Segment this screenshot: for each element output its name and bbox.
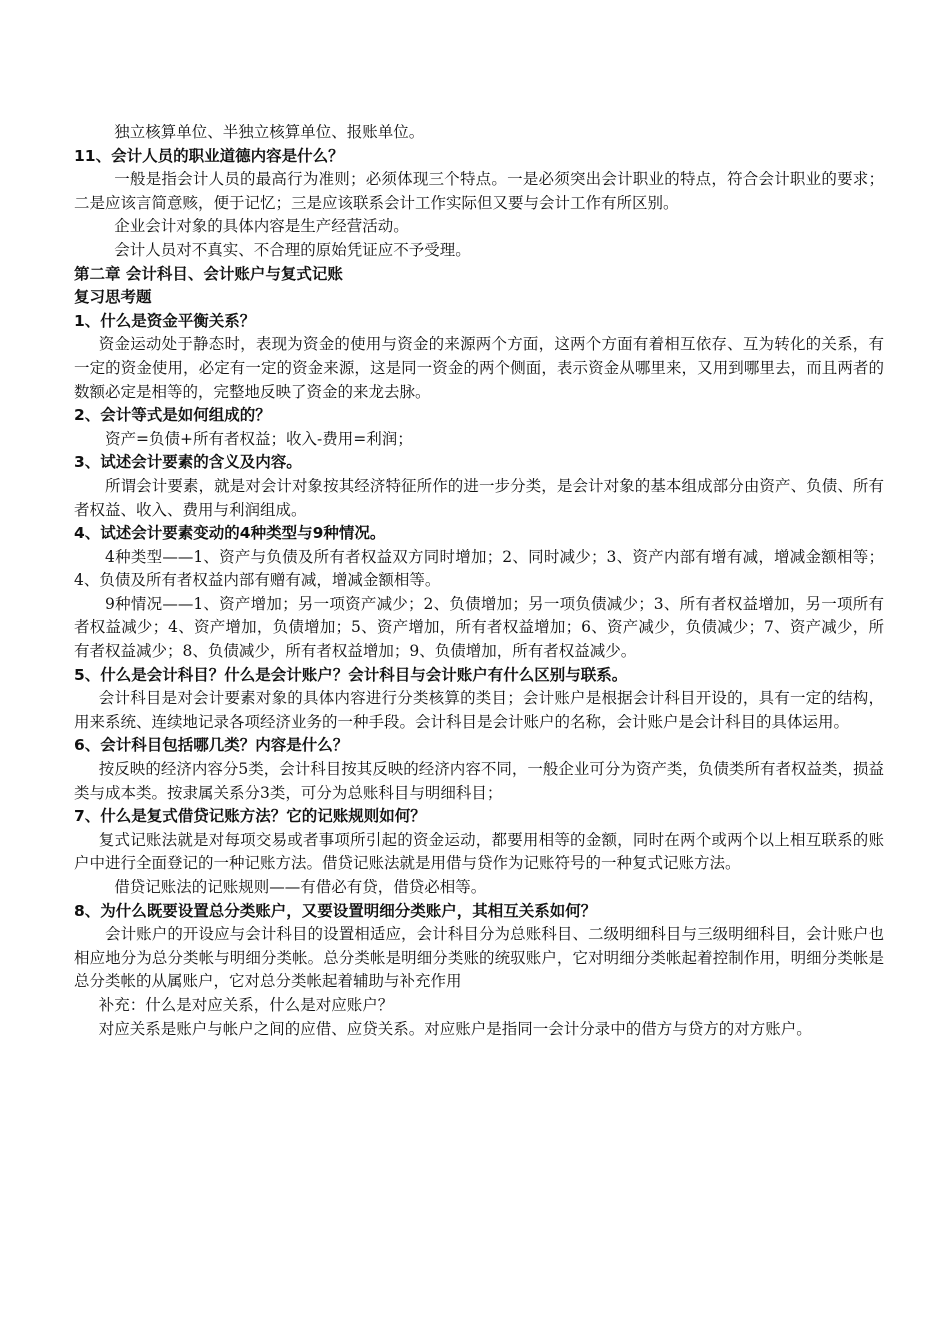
question-heading: 8、为什么既要设置总分类账户，又要设置明细分类账户，其相互关系如何？ bbox=[74, 901, 597, 920]
body-paragraph: 企业会计对象的具体内容是生产经营活动。 bbox=[114, 217, 409, 236]
question-heading: 2、会计等式是如何组成的？ bbox=[74, 406, 271, 425]
body-paragraph: 借贷记账法的记账规则——有借必有贷，借贷必相等。 bbox=[114, 878, 487, 896]
body-paragraph: 复式记账法就是对每项交易或者事项所引起的资金运动，都要用相等的金额，同时在两个或两个以上相互联系的账户中进行全面登记的一种记账方法。借贷记账法就是用借与贷作为记账符号的一种复式记账方法。 bbox=[74, 830, 884, 873]
section-title: 复习思考题 bbox=[74, 288, 152, 307]
body-paragraph: 所谓会计要素，就是对会计对象按其经济特征所作的进一步分类，是会计对象的基本组成部分由资产、负债、所有者权益、收入、费用与利润组成。 bbox=[74, 476, 884, 519]
body-paragraph: 9种情况——1、资产增加；另一项资产减少；2、负债增加；另一项负债减少；3、所有者权益增加，另一项所有者权益减少；4、资产增加，负债增加；5、资产增加，所有者权益增加；6、资产减少，负债减少；7、资产减少，所有者权益减少；8、负债减少，所有者权益增加；9、负债增加，所有者权益减少。 bbox=[74, 594, 884, 661]
body-paragraph: 资产=负债+所有者权益；收入-费用=利润； bbox=[105, 429, 413, 448]
body-paragraph: 对应关系是账户与帐户之间的应借、应贷关系。对应账户是指同一会计分录中的借方与贷方的对方账户。 bbox=[98, 1019, 812, 1038]
question-heading: 7、什么是复式借贷记账方法？它的记账规则如何？ bbox=[74, 807, 426, 826]
question-heading: 5、什么是会计科目？什么是会计账户？会计科目与会计账户有什么区别与联系。 bbox=[74, 665, 628, 684]
question-heading: 11、会计人员的职业道德内容是什么？ bbox=[74, 146, 344, 165]
body-paragraph: 补充：什么是对应关系，什么是对应账户？ bbox=[98, 995, 394, 1014]
body-paragraph: 会计科目是对会计要素对象的具体内容进行分类核算的类目；会计账户是根据会计科目开设的，具有一定的结构，用来系统、连续地记录各项经济业务的一种手段。会计科目是会计账户的名称，会计账户是会计科目的具体运用。 bbox=[74, 689, 884, 731]
question-heading: 6、会计科目包括哪几类？内容是什么？ bbox=[74, 736, 349, 755]
chapter-title: 第二章 会计科目、会计账户与复式记账 bbox=[74, 264, 343, 283]
body-paragraph: 会计账户的开设应与会计科目的设置相适应，会计科目分为总账科目、二级明细科目与三级明细科目，会计账户也相应地分为总分类帐与明细分类帐。总分类帐是明细分类账的统驭账户，它对明细分类帐起着控制作用，明细分类帐是总分类帐的从属账户，它对总分类帐起着辅助与补充作用 bbox=[74, 925, 884, 991]
body-paragraph: 4种类型——1、资产与负债及所有者权益双方同时增加；2、同时减少；3、资产内部有增有减，增减金额相等；4、负债及所有者权益内部有赠有减，增减金额相等。 bbox=[74, 547, 884, 590]
question-heading: 1、什么是资金平衡关系？ bbox=[74, 311, 256, 330]
body-paragraph: 会计人员对不真实、不合理的原始凭证应不予受理。 bbox=[114, 240, 471, 259]
question-heading: 4、试述会计要素变动的4种类型与9种情况。 bbox=[74, 524, 386, 543]
body-paragraph: 资金运动处于静态时，表现为资金的使用与资金的来源两个方面，这两个方面有着相互依存、互为转化的关系，有一定的资金使用，必定有一定的资金来源，这是同一资金的两个侧面，表示资金从哪里来，又用到哪里去，而且两者的数额必定是相等的，完整地反映了资金的来龙去脉。 bbox=[74, 335, 884, 401]
question-heading: 3、试述会计要素的含义及内容。 bbox=[74, 453, 302, 472]
body-paragraph: 独立核算单位、半独立核算单位、报账单位。 bbox=[114, 123, 425, 141]
body-paragraph: 一般是指会计人员的最高行为准则；必须体现三个特点。一是必须突出会计职业的特点，符合会计职业的要求；二是应该言简意赅，便于记忆；三是应该联系会计工作实际但又要与会计工作有所区别。 bbox=[74, 170, 884, 212]
body-paragraph: 按反映的经济内容分5类，会计科目按其反映的经济内容不同，一般企业可分为资产类，负债类所有者权益类，损益类与成本类。按隶属关系分3类，可分为总账科目与明细科目； bbox=[74, 760, 884, 802]
